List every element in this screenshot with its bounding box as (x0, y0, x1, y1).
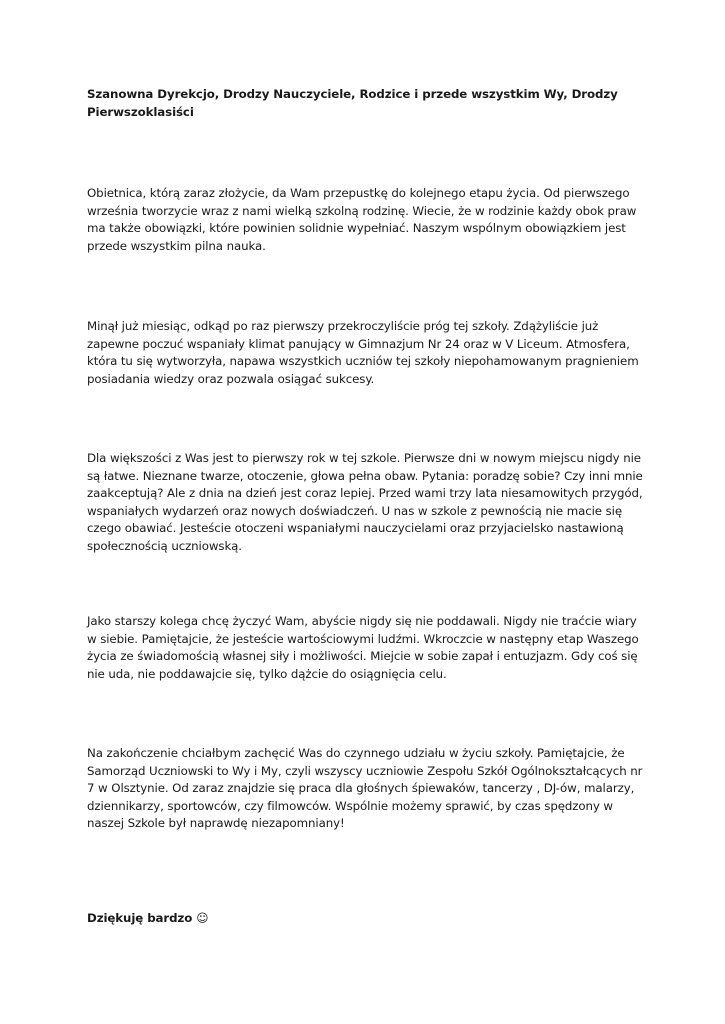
paragraph-wishes: Jako starszy kolega chcę życzyć Wam, abyście nigdy się nie poddawali. Nigdy nie traćcie wiary w siebie. Pamiętajcie, że jesteście wartościowymi ludźmi. Wkroczcie w następny etap Waszego życia ze świadomością własnej siły i możliwości. Miejcie w sobie zapał i entuzjazm. Gdy coś się nie uda, nie poddawajcie się, tylko dążcie do osiągnięcia celu. (87, 614, 639, 681)
letter-greeting: Szanowna Dyrekcjo, Drodzy Nauczyciele, Rodzice i przede wszystkim Wy, Drodzy Pierwszoklasiści (87, 87, 618, 119)
paragraph-first-year: Dla większości z Was jest to pierwszy rok w tej szkole. Pierwsze dni w nowym miejscu nigdy nie są łatwe. Nieznane twarze, otoczenie, głowa pełna obaw. Pytania: poradzę sobie? Czy inni mnie zaakceptują? Ale z dnia na dzień jest coraz lepiej. Przed wami trzy lata niesamowitych przygód, wspaniałych wydarzeń oraz nowych doświadczeń. U nas w szkole z pewnością nie macie się czego obawiać. Jesteście otoczeni wspaniałymi nauczycielami oraz przyjacielsko nastawioną społecznością uczniowską. (87, 451, 643, 553)
letter-closing: Dziękuję bardzo ☺ (87, 911, 209, 925)
paragraph-invitation: Na zakończenie chciałbym zachęcić Was do czynnego udziału w życiu szkoły. Pamiętajcie, że Samorząd Uczniowski to Wy i My, czyli wszyscy uczniowie Zespołu Szkół Ogólnokształcących nr 7 w Olsztynie. Od zaraz znajdzie się praca dla głośnych śpiewaków, tancerzy , DJ-ów, malarzy, dziennikarzy, sportowców, czy filmowców. Wspólnie możemy sprawić, by czas spędzony w naszej Szkole był naprawdę niezapomniany! (87, 746, 643, 831)
paragraph-promise: Obietnica, którą zaraz złożycie, da Wam przepustkę do kolejnego etapu życia. Od pierwszego września tworzycie wraz z nami wielką szkolną rodzinę. Wiecie, że w rodzinie każdy obok praw ma także obowiązki, które powinien solidnie wypełniać. Naszym wspólnym obowiązkiem jest przede wszystkim pilna nauka. (87, 186, 637, 253)
paragraph-first-month: Minął już miesiąc, odkąd po raz pierwszy przekroczyliście próg tej szkoły. Zdążyliście już zapewne poczuć wspaniały klimat panujący w Gimnazjum Nr 24 oraz w V Liceum. Atmosfera, która tu się wytworzyła, napawa wszystkich uczniów tej szkoły niepohamowanym pragnieniem posiadania wiedzy oraz pozwala osiągać sukcesy. (87, 319, 639, 386)
